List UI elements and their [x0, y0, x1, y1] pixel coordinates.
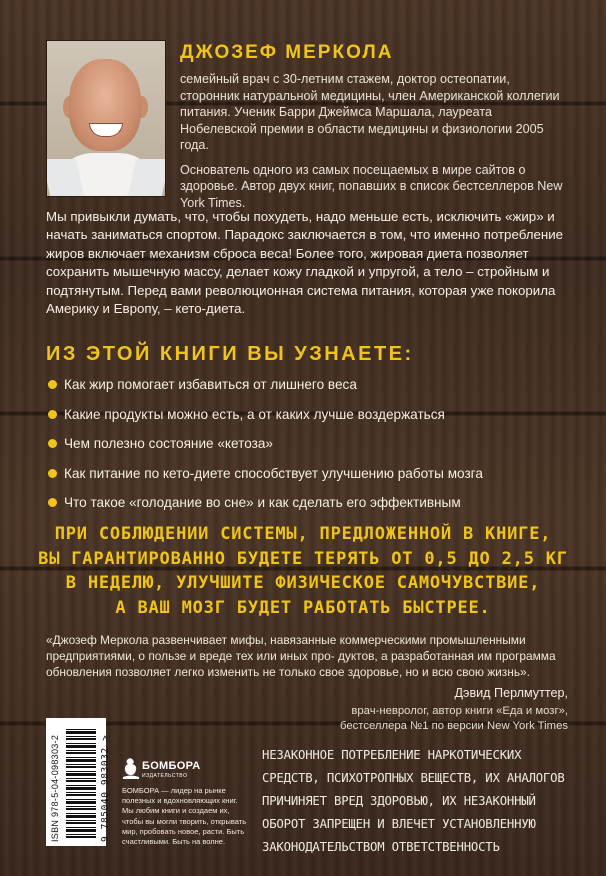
- bullet-icon: [48, 439, 57, 448]
- bullet-icon: [48, 410, 57, 419]
- author-bio: [180, 71, 570, 219]
- bullet-icon: [48, 380, 57, 389]
- legal-warning: НЕЗАКОННОЕ ПОТРЕБЛЕНИЕ НАРКОТИЧЕСКИХ СРЕДСТВ, ПСИХОТРОПНЫХ ВЕЩЕСТВ, ИХ АНАЛОГОВ ПРИЧИНЯЕТ ВРЕД ЗДОРОВЬЮ, ИХ НЕЗАКОННЫЙ ОБОРОТ ЗАПРЕЩЕН И ВЛЕЧЕТ УСТАНОВЛЕННУЮ ЗАКОНОДАТЕЛЬСТВОМ ОТВЕТСТВЕННОСТЬ: [262, 748, 565, 854]
- bombora-logo-icon: [122, 757, 140, 779]
- promise-line-2: ВЫ ГАРАНТИРОВАННО БУДЕТЕ ТЕРЯТЬ ОТ 0,5 ДО 2,5 КГ: [38, 548, 568, 569]
- learn-heading: ИЗ ЭТОЙ КНИГИ ВЫ УЗНАЕТЕ:: [46, 343, 414, 365]
- author-name: ДЖОЗЕФ МЕРКОЛА: [180, 42, 394, 63]
- barcode-bars: [66, 726, 96, 838]
- endorsement-quote: «Джозеф Меркола развенчивает мифы, навязанные коммерческими промышленными предприятиями, о пользе и вреде тех или иных про- дуктов, а разработанная им программа обновления позволяет легко изменить не только свое здоровье, но и всю свою жизнь».: [46, 633, 556, 679]
- barcode: [46, 718, 111, 846]
- intro-paragraph: Мы привыкли думать, что, чтобы похудеть, надо меньше есть, исключить «жир» и начать заниматься спортом. Парадокс заключается в том, что именно потребление жиров включает механизм сброса веса! Более того, жировая диета позволяет сохранить мышечную массу, делает кожу гладкой и упругой, а тело – стройным и подтянутым. Перед вами революционная система питания, которая уже покорила Америку и Европу, – кето-диета.: [46, 209, 564, 317]
- learn-item-text: Что такое «голодание во сне» и как сделать его эффективным: [64, 495, 461, 510]
- learn-list-item: [46, 488, 586, 518]
- endorsement-role-1: врач-невролог, автор книги «Еда и мозг»,: [351, 705, 568, 717]
- author-bio-paragraph-2: Основатель одного из самых посещаемых в мире сайтов о здоровье. Автор двух книг, попавших в список бестселлеров New York Times.: [180, 162, 563, 210]
- learn-item-text: Какие продукты можно есть, а от каких лучше воздержаться: [64, 406, 445, 422]
- learn-item-text: Чем полезно состояние «кетоза»: [64, 436, 273, 451]
- author-photo: [46, 40, 166, 197]
- bullet-icon: [48, 469, 57, 478]
- learn-list-item: [46, 400, 586, 430]
- learn-list-item: [46, 370, 586, 400]
- author-photo-face: [69, 59, 141, 151]
- promise-line-1: ПРИ СОБЛЮДЕНИИ СИСТЕМЫ, ПРЕДЛОЖЕННОЙ В КНИГЕ,: [54, 524, 552, 544]
- promise-line-3: В НЕДЕЛЮ, УЛУЧШИТЕ ФИЗИЧЕСКОЕ САМОЧУВСТВИЕ,: [65, 573, 541, 593]
- learn-list-item: [46, 429, 586, 459]
- barcode-digits: 9 785040 983032 >: [100, 734, 111, 842]
- isbn-text: ISBN 978-5-04-098303-2: [50, 734, 60, 842]
- endorsement-author: Дэвид Перлмуттер,: [454, 686, 568, 700]
- promise-highlight: [30, 522, 576, 620]
- learn-item-text: Как питание по кето-диете способствует улучшению работы мозга: [64, 465, 483, 481]
- publisher-description: БОМБОРА — лидер на рынке полезных и вдохновляющих книг. Мы любим книги и создаем их, чтобы вы могли творить, открывать мир, пробовать новое, расти. Быть счастливыми. Быть на волне.: [122, 786, 247, 847]
- bullet-icon: [48, 498, 57, 507]
- author-bio-paragraph-1: семейный врач с 30-летним стажем, доктор остеопатии, сторонник натуральной медицины, член Американской коллегии питания. Ученик Барри Джеймса Маршала, лауреата Нобелевской премии в области медицины и физиологии 2005 года.: [180, 72, 560, 152]
- learn-list-item: [46, 459, 586, 489]
- publisher-subtitle: ИЗДАТЕЛЬСТВО: [142, 773, 188, 779]
- learn-item-text: Как жир помогает избавиться от лишнего веса: [64, 377, 357, 392]
- learn-list: [46, 370, 586, 518]
- promise-line-4: А ВАШ МОЗГ БУДЕТ РАБОТАТЬ БЫСТРЕЕ.: [115, 597, 491, 618]
- endorsement-role-2: бестселлера №1 по версии New York Times: [340, 720, 568, 732]
- publisher-name: БОМБОРА: [142, 760, 201, 772]
